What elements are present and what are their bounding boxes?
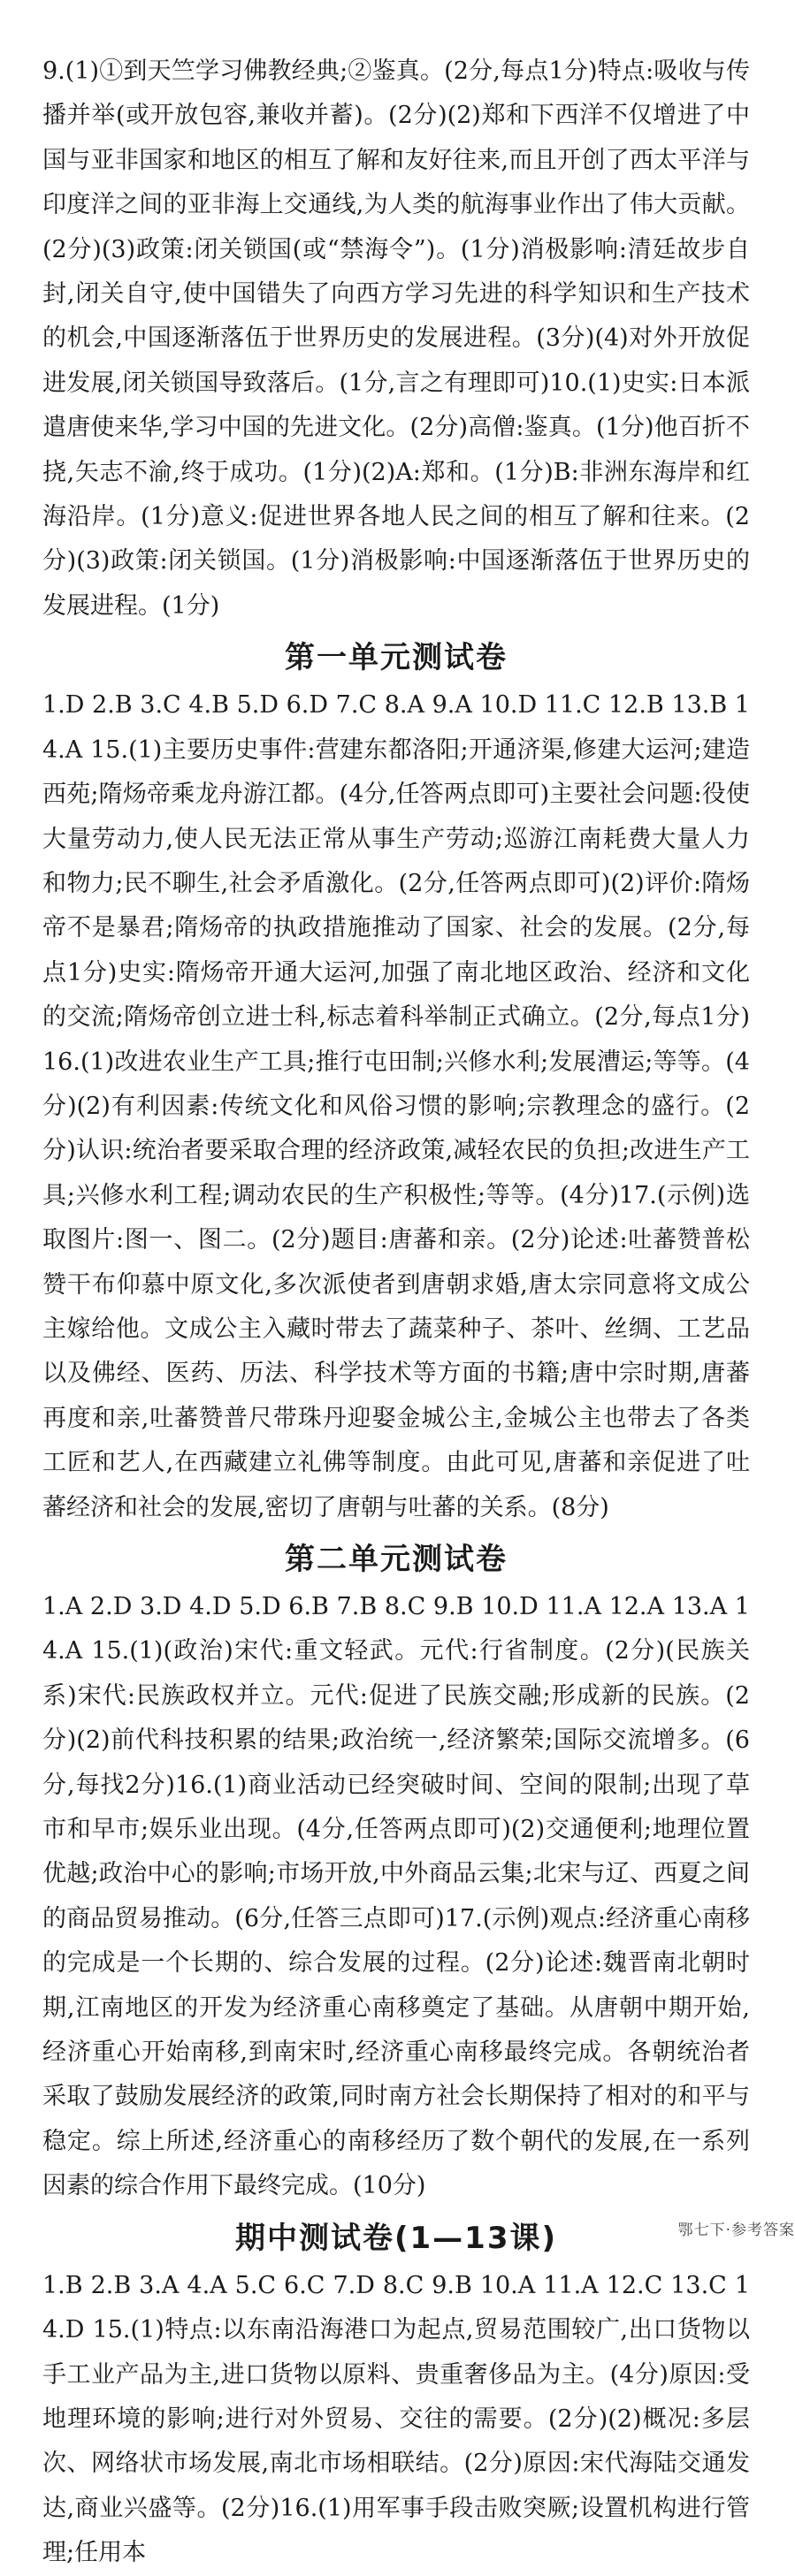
page-footer: 鄂七下·参考答案 xyxy=(677,2222,795,2239)
section-3-title: 期中测试卷(1—13课) xyxy=(234,2220,558,2256)
section-2-text: 1.A 2.D 3.D 4.D 5.D 6.B 7.B 8.C 9.B 10.D 11.A 12.A 13.A 14.A 15.(1)(政治)宋代:重文轻武。元代:行省制度。(2分)(民族关系)宋代:民族政权并立。元代:促进了民族交融;形成新的民族。(2分)(2)前代科技积累的结果;政治统一,经济繁荣;国际交流增多。(6分,每找2分)16.(1)商业活动已经突破时间、空间的限制;出现了草市和早市;娱乐业出现。(4分,任答两点即可)(2)交通便利;地理位置优越;政治中心的影响;市场开放,中外商品云集;北宋与辽、西夏之间的商品贸易推动。(6分,任答三点即可)17.(示例)观点:经济重心南移的完成是一个长期的、综合发展的过程。(2分)论述:魏晋南北朝时期,江南地区的开发为经济重心南移奠定了基础。从唐朝中期开始,经济重心开始南移,到南宋时,经济重心南移最终完成。各朝统治者采取了鼓励发展经济的政策,同时南方社会长期保持了相对的和平与稳定。综上所述,经济重心的南移经历了数个朝代的发展,在一系列因素的综合作用下最终完成。(10分) xyxy=(42,1593,750,2200)
answer-page xyxy=(42,50,750,2576)
section-1-title: 第一单元测试卷 xyxy=(285,640,508,676)
section-0-text: 9.(1)①到天竺学习佛教经典;②鉴真。(2分,每点1分)特点:吸收与传播并举(或开放包容,兼收并蓄)。(2分)(2)郑和下西洋不仅增进了中国与亚非国家和地区的相互了解和友好往来,而且开创了西太平洋与印度洋之间的亚非海上交通线,为人类的航海事业作出了伟大贡献。(2分)(3)政策:闭关锁国(或“禁海令”)。(1分)消极影响:清廷故步自封,闭关自守,使中国错失了向西方学习先进的科学知识和生产技术的机会,中国逐渐落伍于世界历史的发展进程。(3分)(4)对外开放促进发展,闭关锁国导致落后。(1分,言之有理即可)10.(1)史实:日本派遣唐使来华,学习中国的先进文化。(2分)高僧:鉴真。(1分)他百折不挠,矢志不渝,终于成功。(1分)(2)A:郑和。(1分)B:非洲东海岸和红海沿岸。(1分)意义:促进世界各地人民之间的相互了解和往来。(2分)(3)政策:闭关锁国。(1分)消极影响:中国逐渐落伍于世界历史的发展进程。(1分) xyxy=(42,57,750,620)
section-1-text: 1.D 2.B 3.C 4.B 5.D 6.D 7.C 8.A 9.A 10.D 11.C 12.B 13.B 14.A 15.(1)主要历史事件:营建东都洛阳;开通济渠,修建大运河;建造西苑;隋炀帝乘龙舟游江都。(4分,任答两点即可)主要社会问题:役使大量劳动力,使人民无法正常从事生产劳动;巡游江南耗费大量人力和物力;民不聊生,社会矛盾激化。(2分,任答两点即可)(2)评价:隋炀帝不是暴君;隋炀帝的执政措施推动了国家、社会的发展。(2分,每点1分)史实:隋炀帝开通大运河,加强了南北地区政治、经济和文化的交流;隋炀帝创立进士科,标志着科举制正式确立。(2分,每点1分)16.(1)改进农业生产工具;推行屯田制;兴修水利;发展漕运;等等。(4分)(2)有利因素:传统文化和风俗习惯的影响;宗教理念的盛行。(2分)认识:统治者要采取合理的经济政策,减轻农民的负担;改进生产工具;兴修水利工程;调动农民的生产积极性;等等。(4分)17.(示例)选取图片:图一、图二。(2分)题目:唐蕃和亲。(2分)论述:吐蕃赞普松赞干布仰慕中原文化,多次派使者到唐朝求婚,唐太宗同意将文成公主嫁给他。文成公主入藏时带去了蔬菜种子、茶叶、丝绸、工艺品以及佛经、医药、历法、科学技术等方面的书籍;唐中宗时期,唐蕃再度和亲,吐蕃赞普尺带珠丹迎娶金城公主,金城公主也带去了各类工匠和艺人,在西藏建立礼佛等制度。由此可见,唐蕃和亲促进了吐蕃经济和社会的发展,密切了唐朝与吐蕃的关系。(8分) xyxy=(42,691,750,1521)
section-3-text: 1.B 2.B 3.A 4.A 5.C 6.C 7.D 8.C 9.B 10.A 11.A 12.C 13.C 14.D 15.(1)特点:以东南沿海港口为起点,贸易范围较广,出口货物以手工业产品为主,进口货物以原料、贵重奢侈品为主。(4分)原因:受地理环境的影响;进行对外贸易、交往的需要。(2分)(2)概况:多层次、网络状市场发展,南北市场相联结。(2分)原因:宋代海陆交通发达,商业兴盛等。(2分)16.(1)用军事手段击败突厥;设置机构进行管理;任用本 xyxy=(42,2271,750,2567)
section-2-title: 第二单元测试卷 xyxy=(285,1542,508,1577)
